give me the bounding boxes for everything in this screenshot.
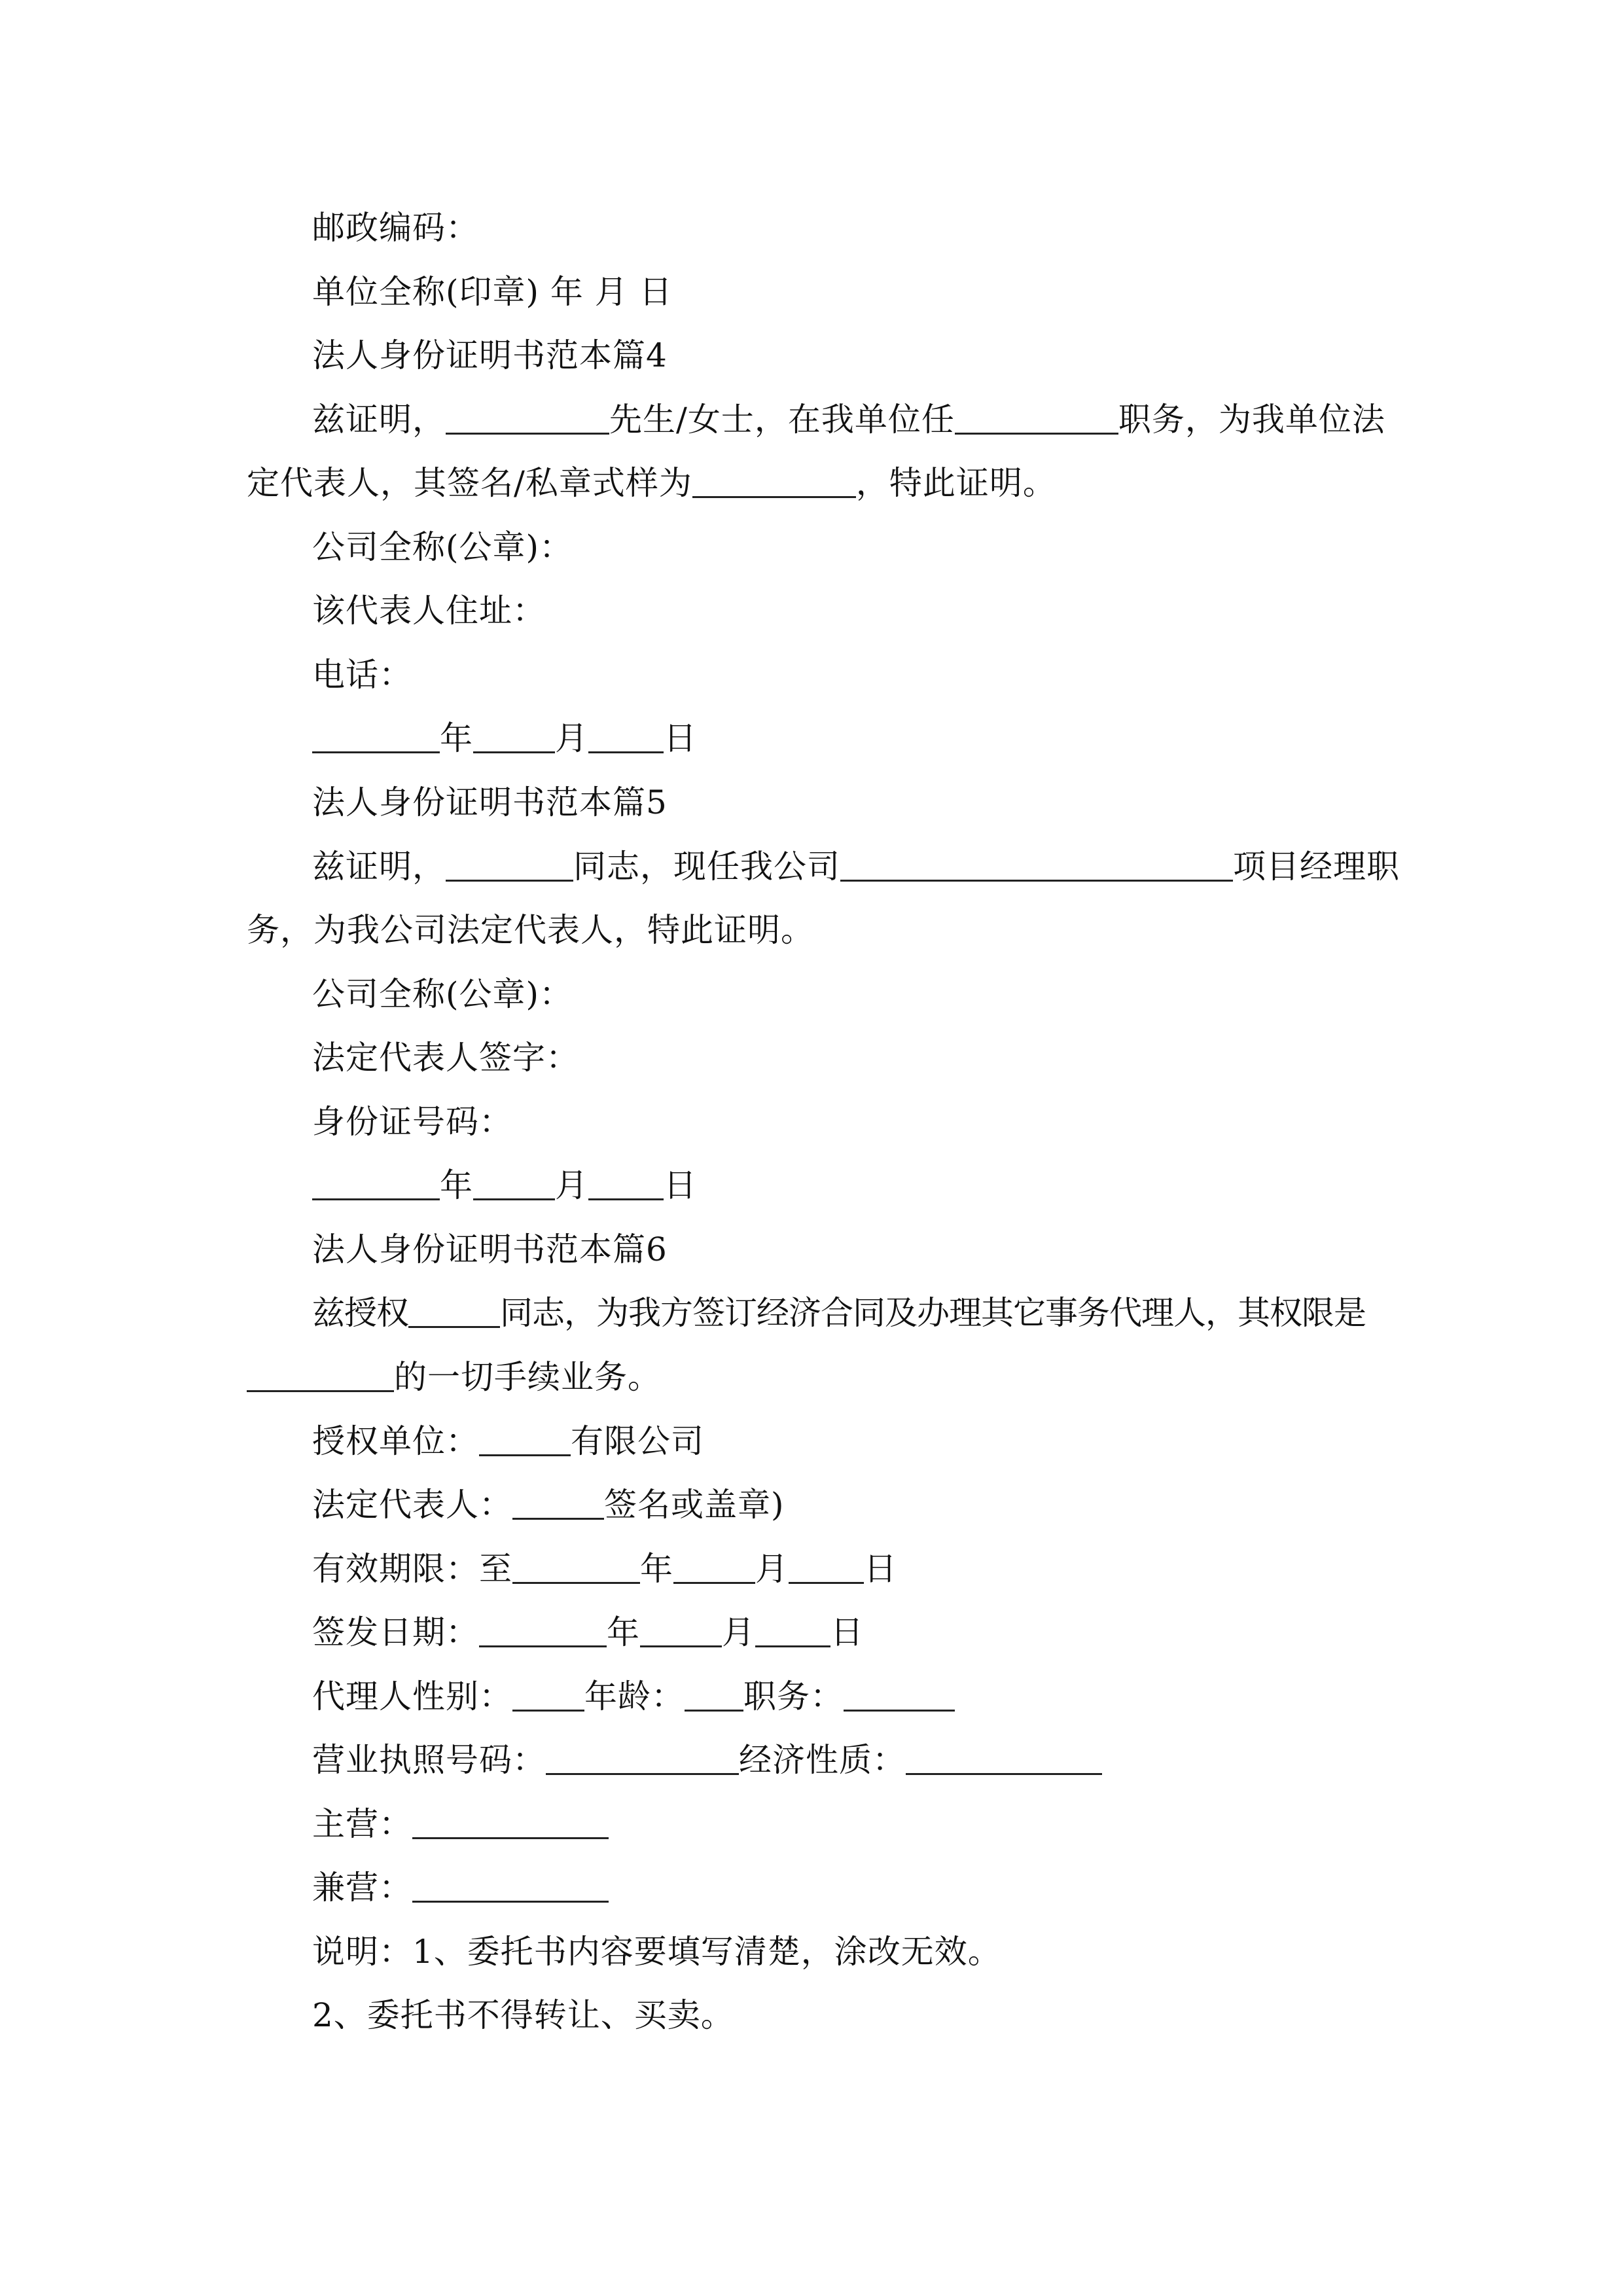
note-line-2 xyxy=(312,1996,734,2035)
unit-name-seal-text: 单位全称(印章) 年 月 日 xyxy=(312,273,673,311)
year-label: 年 xyxy=(640,1550,673,1588)
p5-text-a: 兹证明， xyxy=(312,848,446,886)
issue-date-label: 签发日期： xyxy=(312,1613,479,1651)
project-blank xyxy=(840,850,1233,882)
day-label: 日 xyxy=(830,1613,864,1651)
day-blank xyxy=(588,721,664,753)
side-business-label: 兼营： xyxy=(312,1869,412,1907)
note-2-text: 2、委托书不得转让、买卖。 xyxy=(312,1996,734,2034)
id-number-line xyxy=(312,1102,512,1141)
agent-info-line xyxy=(312,1677,955,1716)
paragraph-4-line-1 xyxy=(312,400,1385,439)
section-heading-6 xyxy=(312,1230,668,1269)
p4-text-b: 先生/女士，在我单位任 xyxy=(609,401,955,439)
id-number-label: 身份证号码： xyxy=(312,1103,512,1141)
position-value-blank xyxy=(844,1679,955,1712)
year-blank xyxy=(479,1615,607,1647)
authority-scope-blank xyxy=(247,1360,394,1392)
month-blank xyxy=(673,1552,755,1584)
year-blank xyxy=(312,721,440,753)
month-blank xyxy=(640,1615,722,1647)
side-business-line xyxy=(312,1868,609,1907)
month-label: 月 xyxy=(555,1166,588,1204)
month-label: 月 xyxy=(722,1613,755,1651)
paragraph-5-line-1 xyxy=(312,847,1400,886)
day-label: 日 xyxy=(864,1550,897,1588)
license-line xyxy=(312,1740,1102,1780)
legal-rep-blank xyxy=(512,1488,604,1520)
main-business-line xyxy=(312,1804,609,1844)
day-label: 日 xyxy=(664,719,697,757)
company-name-seal-line-2 xyxy=(312,975,573,1014)
phone-line xyxy=(312,655,412,694)
side-business-blank xyxy=(412,1871,609,1903)
license-label: 营业执照号码： xyxy=(312,1741,546,1779)
note-line-1 xyxy=(312,1932,1001,1971)
gender-blank xyxy=(512,1679,584,1712)
month-blank xyxy=(473,721,555,753)
main-business-blank xyxy=(412,1807,609,1839)
license-blank xyxy=(546,1743,739,1775)
p5-text-d: 务，为我公司法定代表人，特此证明。 xyxy=(247,911,814,949)
p6-text-b: 同志，为我方签订经济合同及办理其它事务代理人，其权限是 xyxy=(500,1294,1366,1332)
economic-nature-label: 经济性质： xyxy=(739,1741,906,1779)
age-blank xyxy=(685,1679,743,1712)
signature-sample-blank xyxy=(692,466,856,498)
validity-label: 有效期限：至 xyxy=(312,1550,512,1588)
rep-address-line xyxy=(312,591,546,630)
heading-5-text: 法人身份证明书范本篇5 xyxy=(312,783,668,821)
section-heading-4 xyxy=(312,336,668,375)
validity-line xyxy=(312,1549,897,1588)
p4-text-c: 职务，为我单位法 xyxy=(1118,401,1385,439)
legal-rep-line xyxy=(312,1485,785,1524)
year-blank xyxy=(312,1168,440,1200)
paragraph-6-line-1 xyxy=(312,1293,1366,1333)
year-label: 年 xyxy=(440,1166,473,1204)
main-business-label: 主营： xyxy=(312,1805,412,1843)
p6-text-a: 兹授权 xyxy=(312,1294,408,1332)
company-name-seal-label: 公司全称(公章)： xyxy=(312,975,573,1013)
note-1-text: 说明：1、委托书内容要填写清楚，涂改无效。 xyxy=(312,1933,1001,1971)
agent-gender-label: 代理人性别： xyxy=(312,1677,512,1715)
section-heading-5 xyxy=(312,783,668,822)
day-label: 日 xyxy=(664,1166,697,1204)
legal-rep-label: 法定代表人： xyxy=(312,1486,512,1524)
year-label: 年 xyxy=(607,1613,640,1651)
position-blank xyxy=(955,403,1118,435)
day-blank xyxy=(588,1168,664,1200)
heading-6-text: 法人身份证明书范本篇6 xyxy=(312,1230,668,1268)
comrade-name-blank xyxy=(446,850,573,882)
unit-name-seal-line xyxy=(312,272,673,312)
auth-unit-suffix: 有限公司 xyxy=(571,1422,704,1460)
auth-unit-line xyxy=(312,1422,704,1461)
p4-text-d: 定代表人，其签名/私章式样为 xyxy=(247,464,692,502)
name-blank xyxy=(446,403,609,435)
p4-text-e: ，特此证明。 xyxy=(855,464,1056,502)
postal-code-label: 邮政编码： xyxy=(312,209,479,247)
paragraph-4-line-2 xyxy=(247,463,1056,503)
authorized-name-blank xyxy=(408,1296,500,1328)
p5-text-b: 同志，现任我公司 xyxy=(573,848,840,886)
day-blank xyxy=(789,1552,864,1584)
rep-address-label: 该代表人住址： xyxy=(312,592,546,630)
month-label: 月 xyxy=(555,719,588,757)
postal-code-line xyxy=(312,208,479,247)
issue-date-line xyxy=(312,1613,864,1652)
auth-unit-label: 授权单位： xyxy=(312,1422,479,1460)
p4-text-a: 兹证明， xyxy=(312,401,446,439)
heading-4-text: 法人身份证明书范本篇4 xyxy=(312,336,668,374)
position-label: 职务： xyxy=(743,1677,844,1715)
phone-label: 电话： xyxy=(312,656,412,694)
legal-rep-signature-line xyxy=(312,1038,579,1077)
date-line-2 xyxy=(312,1166,697,1205)
paragraph-5-line-2 xyxy=(247,910,814,950)
p5-text-c: 项目经理职 xyxy=(1233,848,1400,886)
legal-rep-suffix: 签名或盖章) xyxy=(604,1486,785,1524)
year-blank xyxy=(512,1552,640,1584)
day-blank xyxy=(755,1615,830,1647)
auth-unit-blank xyxy=(479,1424,571,1456)
year-label: 年 xyxy=(440,719,473,757)
paragraph-6-line-2 xyxy=(247,1357,661,1397)
date-line-1 xyxy=(312,719,697,758)
p6-text-c: 的一切手续业务。 xyxy=(394,1358,661,1396)
age-label: 年龄： xyxy=(584,1677,685,1715)
month-blank xyxy=(473,1168,555,1200)
legal-rep-signature-label: 法定代表人签字： xyxy=(312,1039,579,1077)
company-name-seal-label: 公司全称(公章)： xyxy=(312,528,573,566)
economic-nature-blank xyxy=(906,1743,1102,1775)
month-label: 月 xyxy=(755,1550,789,1588)
company-name-seal-line-1 xyxy=(312,528,573,567)
